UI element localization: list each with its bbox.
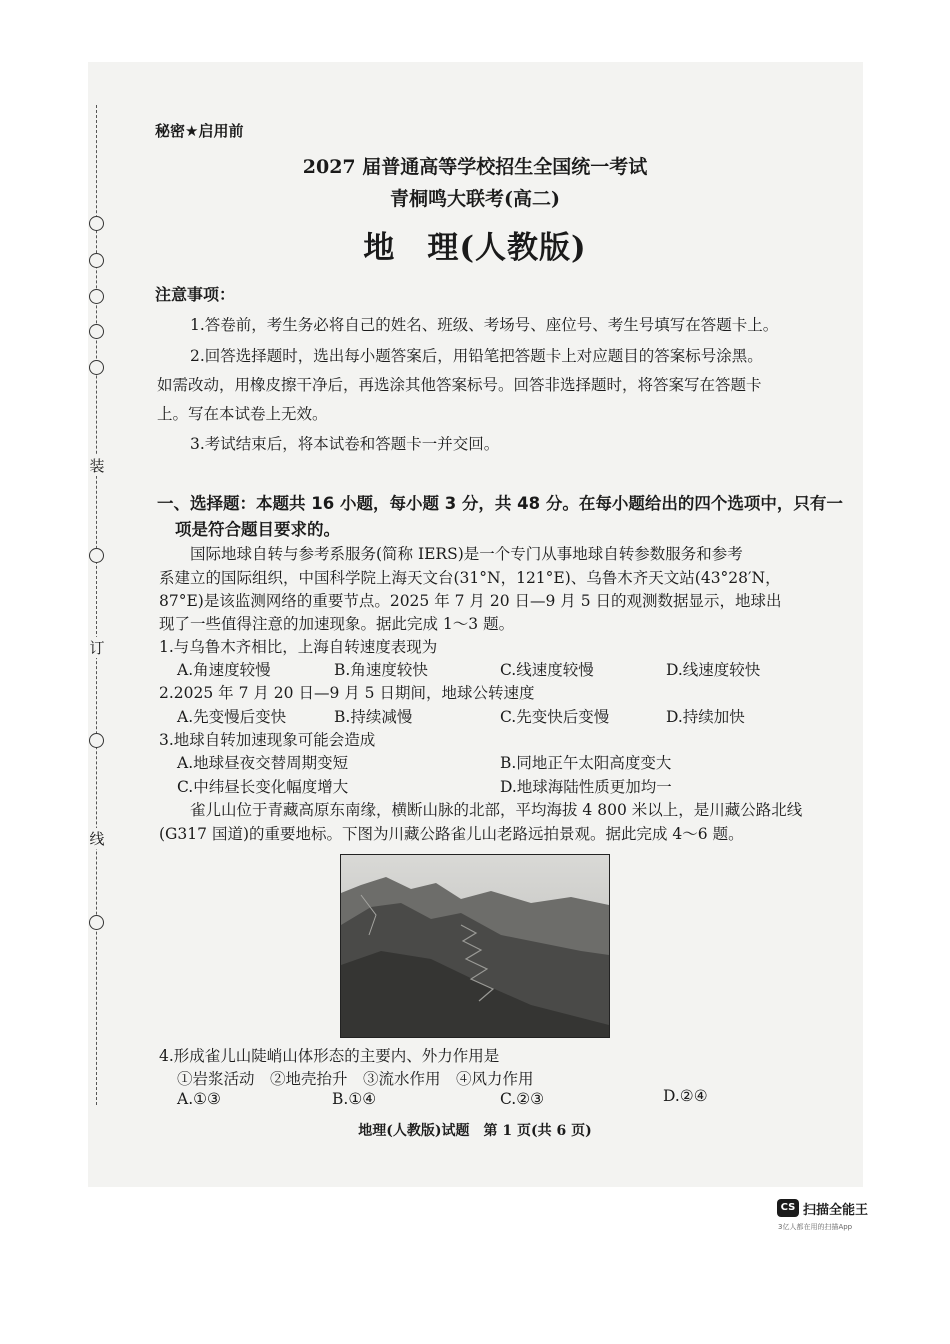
q3-option-b: B.同地正午太阳高度变大 — [500, 754, 672, 772]
passage-line: (G317 国道)的重要地标。下图为川藏公路雀儿山老路远拍景观。据此完成 4～6 题。 — [159, 825, 744, 843]
exam-title: 2027 届普通高等学校招生全国统一考试 — [302, 156, 648, 178]
notice-heading: 注意事项： — [155, 285, 236, 304]
exam-subtitle: 青桐鸣大联考(高二) — [390, 188, 560, 210]
passage-line: 现了一些值得注意的加速现象。据此完成 1～3 题。 — [159, 615, 515, 633]
question-3-stem: 3.地球自转加速现象可能会造成 — [159, 731, 376, 749]
binding-label-ding: 订 — [89, 639, 105, 657]
q3-option-a: A.地球昼夜交替周期变短 — [177, 754, 349, 772]
binding-hole — [89, 733, 104, 748]
camscanner-tagline: 3亿人都在用的扫描App — [778, 1223, 853, 1231]
binding-hole — [89, 324, 104, 339]
page-footer: 地理(人教版)试题 第 1 页(共 6 页) — [358, 1123, 592, 1139]
mountain-landscape-image — [341, 855, 609, 1037]
binding-hole — [89, 915, 104, 930]
section-heading: 一、选择题：本题共 16 小题，每小题 3 分，共 48 分。在每小题给出的四个选项中，只有一 — [157, 494, 843, 513]
q3-option-c: C.中纬昼长变化幅度增大 — [177, 778, 349, 796]
notice-line: 2.回答选择题时，选出每小题答案后，用铅笔把答题卡上对应题目的答案标号涂黑。 — [190, 347, 763, 365]
question-1-stem: 1.与乌鲁木齐相比，上海自转速度表现为 — [159, 638, 438, 656]
passage-line: 87°E)是该监测网络的重要节点。2025 年 7 月 20 日—9 月 5 日的观测数据显示，地球出 — [159, 592, 782, 610]
q2-option-a: A.先变慢后变快 — [177, 708, 287, 726]
q4-option-b: B.①④ — [332, 1090, 377, 1108]
q2-option-c: C.先变快后变慢 — [500, 708, 610, 726]
notice-line: 如需改动，用橡皮擦干净后，再选涂其他答案标号。回答非选择题时，将答案写在答题卡 — [157, 376, 762, 394]
q1-option-c: C.线速度较慢 — [500, 661, 594, 679]
q3-option-d: D.地球海陆性质更加均一 — [500, 778, 672, 796]
confidential-label: 秘密★启用前 — [155, 122, 244, 140]
passage-line: 系建立的国际组织，中国科学院上海天文台(31°N，121°E)、乌鲁木齐天文站(43°28′N， — [159, 569, 781, 587]
passage-line: 雀儿山位于青藏高原东南缘，横断山脉的北部，平均海拔 4 800 米以上，是川藏公路北线 — [190, 801, 803, 819]
section-heading-cont: 项是符合题目要求的。 — [175, 520, 340, 539]
notice-line: 1.答卷前，考生务必将自己的姓名、班级、考场号、座位号、考生号填写在答题卡上。 — [190, 316, 779, 334]
binding-hole — [89, 360, 104, 375]
q2-option-d: D.持续加快 — [666, 708, 745, 726]
q4-option-d: D.②④ — [663, 1087, 708, 1105]
passage-line: 国际地球自转与参考系服务(简称 IERS)是一个专门从事地球自转参数服务和参考 — [190, 545, 743, 563]
question-4-stem: 4.形成雀儿山陡峭山体形态的主要内、外力作用是 — [159, 1047, 500, 1065]
q1-option-d: D.线速度较快 — [666, 661, 761, 679]
notice-line: 上。写在本试卷上无效。 — [157, 405, 328, 423]
camscanner-logo-icon: CS — [777, 1199, 799, 1217]
q4-items: ①岩浆活动 ②地壳抬升 ③流水作用 ④风力作用 — [177, 1070, 534, 1088]
binding-hole — [89, 289, 104, 304]
subject-title: 地 理(人教版) — [363, 230, 587, 266]
binding-label-zhuang: 装 — [89, 457, 105, 475]
binding-hole — [89, 548, 104, 563]
q4-option-a: A.①③ — [177, 1090, 221, 1108]
q4-option-c: C.②③ — [500, 1090, 545, 1108]
mountain-landscape-photo — [340, 854, 610, 1038]
notice-line: 3.考试结束后，将本试卷和答题卡一并交回。 — [190, 435, 500, 453]
binding-label-xian: 线 — [89, 830, 105, 848]
question-2-stem: 2.2025 年 7 月 20 日—9 月 5 日期间，地球公转速度 — [159, 684, 535, 702]
camscanner-name: 扫描全能王 — [803, 1203, 869, 1218]
q1-option-b: B.角速度较快 — [334, 661, 428, 679]
q2-option-b: B.持续减慢 — [334, 708, 413, 726]
q1-option-a: A.角速度较慢 — [177, 661, 271, 679]
